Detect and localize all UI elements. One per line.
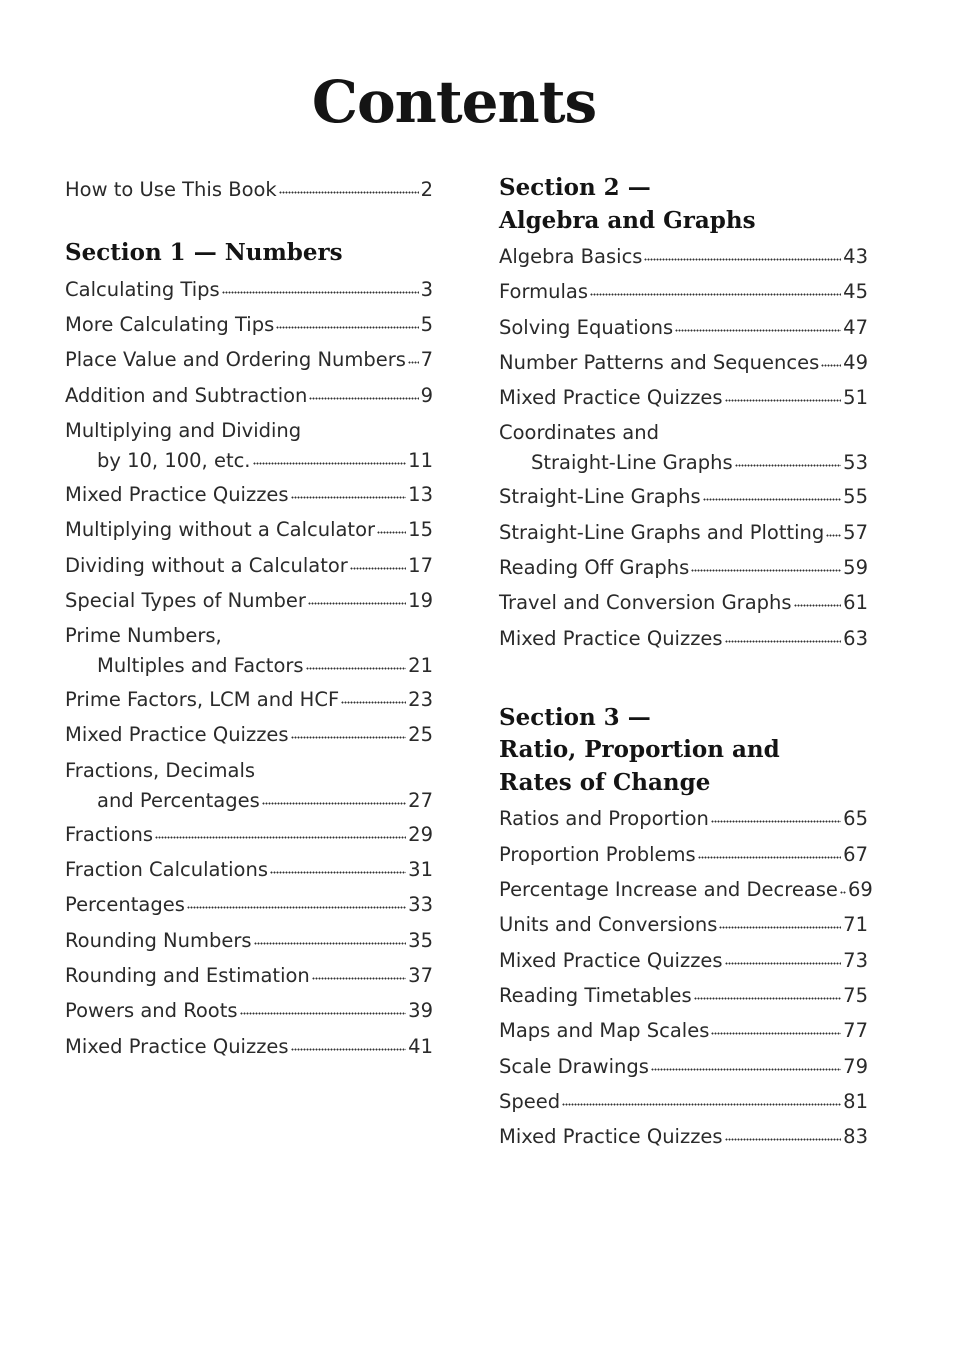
toc-entry[interactable] [65,307,433,342]
dot-leader [703,498,842,502]
toc-entry-label: Solving Equations [499,315,674,339]
dot-leader [840,891,846,895]
toc-entry[interactable] [65,817,433,852]
dot-leader [222,291,419,295]
toc-entry-label: Ratios and Proportion [499,807,709,831]
toc-entry[interactable] [499,550,868,585]
toc-entry[interactable] [499,345,868,380]
toc-entry-label: Units and Conversions [499,913,718,937]
toc-entry-label: Addition and Subtraction [65,383,308,407]
dot-leader [711,820,841,824]
section-3-entries [499,801,873,1154]
toc-page-number: 53 [843,451,868,475]
toc-entry-label: Mixed Practice Quizzes [65,1034,289,1058]
toc-page-number: 65 [843,807,868,831]
toc-entry-label: Fraction Calculations [65,858,268,882]
dot-leader [341,701,406,705]
dot-leader [691,569,841,573]
dot-leader [725,399,842,403]
toc-entry-continuation [499,447,868,479]
toc-entry-label: Mixed Practice Quizzes [65,723,289,747]
toc-entry-label: Percentages [65,893,185,917]
dot-leader [725,640,842,644]
toc-page-number: 2 [420,178,433,201]
toc-entry-how-to-use[interactable] [65,172,433,207]
toc-page-number: 47 [843,315,868,339]
toc-entry-label: Multiplying and Dividing [65,418,302,442]
toc-entry-label: Mixed Practice Quizzes [499,1125,723,1149]
contents-column-right [499,172,873,1154]
toc-entry-continuation [65,445,433,477]
toc-entry-label: More Calculating Tips [65,313,275,337]
toc-page-number: 25 [408,723,433,747]
toc-entry[interactable] [499,1013,868,1048]
toc-entry[interactable] [499,239,868,274]
dot-leader [291,736,407,740]
toc-entry[interactable] [499,380,868,415]
toc-entry[interactable] [65,378,433,413]
toc-entry-label: Mixed Practice Quizzes [499,626,723,650]
toc-page-number: 63 [843,626,868,650]
toc-entry-label: Maps and Map Scales [499,1019,710,1043]
toc-entry-label: Reading Timetables [499,983,692,1007]
toc-page-number: 11 [408,448,433,472]
toc-page-number: 43 [843,245,868,268]
toc-entry-label: Prime Numbers, [65,624,222,648]
dot-leader [306,667,407,671]
toc-entry-label: Mixed Practice Quizzes [65,482,289,506]
toc-page-number: 15 [408,518,433,542]
toc-page-number: 67 [843,842,868,866]
toc-entry[interactable] [499,415,868,479]
dot-leader [279,191,419,195]
dot-leader [253,462,407,466]
toc-entry-label: Powers and Roots [65,999,238,1023]
toc-entry-label: Proportion Problems [499,842,696,866]
toc-entry[interactable] [499,274,868,309]
toc-page-number: 51 [843,386,868,410]
dot-leader [821,364,841,368]
dot-leader [794,604,842,608]
toc-page-number: 33 [408,893,433,917]
toc-entry[interactable] [499,479,868,514]
toc-entry[interactable] [499,907,868,942]
toc-page-number: 5 [420,313,433,337]
toc-page-number: 73 [843,948,868,972]
dot-leader [562,1103,841,1107]
toc-page-number: 13 [408,482,433,506]
toc-page-number: 29 [408,822,433,846]
toc-entry-label: Number Patterns and Sequences [499,350,820,374]
dot-leader [725,962,842,966]
toc-entry-label: Prime Factors, LCM and HCF [65,688,340,712]
toc-entry[interactable] [65,682,433,717]
toc-entry-label: Place Value and Ordering Numbers [65,348,406,372]
toc-entry-label: Fractions, Decimals [65,758,256,782]
toc-entry[interactable] [65,1029,433,1064]
toc-entry[interactable] [499,837,868,872]
dot-leader [291,496,407,500]
dot-leader [719,926,841,930]
section-1-heading: Section 1 — Numbers [65,239,343,267]
toc-page-number: 77 [843,1019,868,1043]
toc-entry[interactable] [499,943,868,978]
toc-entry-label: Coordinates and [499,421,659,445]
toc-entry-continuation [65,785,433,817]
dot-leader [694,997,842,1001]
toc-entry[interactable] [499,585,868,620]
toc-page-number: 23 [408,688,433,712]
toc-entry[interactable] [499,1049,868,1084]
toc-entry[interactable] [65,342,433,377]
toc-entry-label: Straight-Line Graphs and Plotting [499,520,825,544]
toc-entry-label: Algebra Basics [499,245,643,268]
toc-page-number: 83 [843,1125,868,1149]
dot-leader [262,802,406,806]
dot-leader [377,531,406,535]
section-2-heading-line-1: Section 2 — [499,174,651,201]
dot-leader [309,397,418,401]
contents-column-left [65,172,433,1064]
toc-page-number: 61 [843,591,868,615]
toc-page-number: 37 [408,963,433,987]
toc-entry-label: Straight-Line Graphs [499,485,701,509]
dot-leader [644,258,841,262]
dot-leader [312,977,406,981]
toc-entry-label: Reading Off Graphs [499,556,690,580]
toc-entry[interactable] [65,852,433,887]
toc-page-number: 55 [843,485,868,509]
toc-entry-continuation [65,650,433,682]
toc-entry-label: Travel and Conversion Graphs [499,591,792,615]
toc-page-number: 35 [408,928,433,952]
toc-entry-label: Percentage Increase and Decrease [499,878,838,902]
toc-entry-label: Dividing without a Calculator [65,553,348,577]
dot-leader [270,871,406,875]
page-title: Contents [311,68,597,136]
toc-entry[interactable] [65,717,433,752]
dot-leader [276,326,418,330]
toc-entry[interactable] [499,872,873,907]
section-3-heading-line-3: Rates of Change [499,768,711,796]
toc-entry[interactable] [499,1119,868,1154]
toc-page-number: 41 [408,1034,433,1058]
dot-leader [408,361,419,365]
toc-entry-label-continued: and Percentages [97,788,260,812]
toc-entry[interactable] [65,413,433,477]
toc-entry[interactable] [65,477,433,512]
toc-entry[interactable] [499,621,868,656]
dot-leader [698,856,841,860]
toc-entry[interactable] [499,801,868,836]
toc-page-number: 79 [843,1054,868,1078]
dot-leader [187,906,406,910]
toc-entry-label: Formulas [499,280,589,304]
toc-entry-label: Scale Drawings [499,1054,649,1078]
dot-leader [651,1068,841,1072]
toc-entry[interactable] [65,272,433,307]
toc-entry-label: Multiplying without a Calculator [65,518,376,542]
dot-leader [350,567,406,571]
toc-page-number: 71 [843,913,868,937]
toc-entry-label: Special Types of Number [65,588,306,612]
toc-page-number: 81 [843,1089,868,1113]
section-3-heading-line-1: Section 3 — [499,703,651,731]
dot-leader [725,1138,842,1142]
toc-page-number: 3 [420,277,433,301]
toc-page-number: 31 [408,858,433,882]
dot-leader [735,464,842,468]
section-3-heading-line-2: Ratio, Proportion and [499,736,780,764]
toc-entry-label: Mixed Practice Quizzes [499,386,723,410]
toc-entry[interactable] [499,978,868,1013]
dot-leader [254,942,407,946]
toc-entry[interactable] [65,512,433,547]
toc-entry[interactable] [65,753,433,817]
dot-leader [590,293,841,297]
toc-page-number: 49 [843,350,868,374]
dot-leader [291,1048,407,1052]
toc-entry-label-continued: by 10, 100, etc. [97,448,251,472]
toc-page-number: 21 [408,654,433,678]
toc-entry[interactable] [65,923,433,958]
toc-entry[interactable] [65,887,433,922]
toc-entry[interactable] [65,993,433,1028]
toc-page-number: 17 [408,553,433,577]
toc-entry[interactable] [499,515,868,550]
toc-entry[interactable] [65,583,433,618]
toc-entry-label: Mixed Practice Quizzes [499,948,723,972]
section-1-entries [65,272,433,1064]
dot-leader [240,1012,407,1016]
toc-entry-label: Rounding and Estimation [65,963,310,987]
section-2-heading [499,172,868,237]
toc-page-number: 57 [843,520,868,544]
toc-entry-label: Speed [499,1089,561,1113]
toc-entry[interactable] [65,958,433,993]
toc-entry-label: Calculating Tips [65,277,220,301]
toc-page-number: 75 [843,983,868,1007]
dot-leader [308,602,406,606]
toc-page-number: 19 [408,588,433,612]
toc-entry-label-continued: Multiples and Factors [97,654,304,678]
toc-page-number: 59 [843,556,868,580]
toc-page-number: 27 [408,788,433,812]
toc-page-number: 9 [420,383,433,407]
toc-entry-label: Fractions [65,822,153,846]
section-3-heading [499,702,868,800]
dot-leader [826,534,841,538]
toc-entry-label: Rounding Numbers [65,928,252,952]
toc-entry-label-continued: Straight-Line Graphs [531,451,733,475]
section-2-entries [499,239,868,656]
toc-entry[interactable] [65,548,433,583]
toc-page-number: 39 [408,999,433,1023]
toc-page-number: 45 [843,280,868,304]
section-2-heading-line-2: Algebra and Graphs [499,206,756,234]
dot-leader [155,836,406,840]
toc-entry[interactable] [499,310,868,345]
toc-entry-label: How to Use This Book [65,178,277,201]
toc-entry[interactable] [65,618,433,682]
toc-entry[interactable] [499,1084,868,1119]
toc-page-number: 69 [847,878,873,902]
toc-page-number: 7 [420,348,433,372]
dot-leader [711,1032,841,1036]
dot-leader [675,329,841,333]
